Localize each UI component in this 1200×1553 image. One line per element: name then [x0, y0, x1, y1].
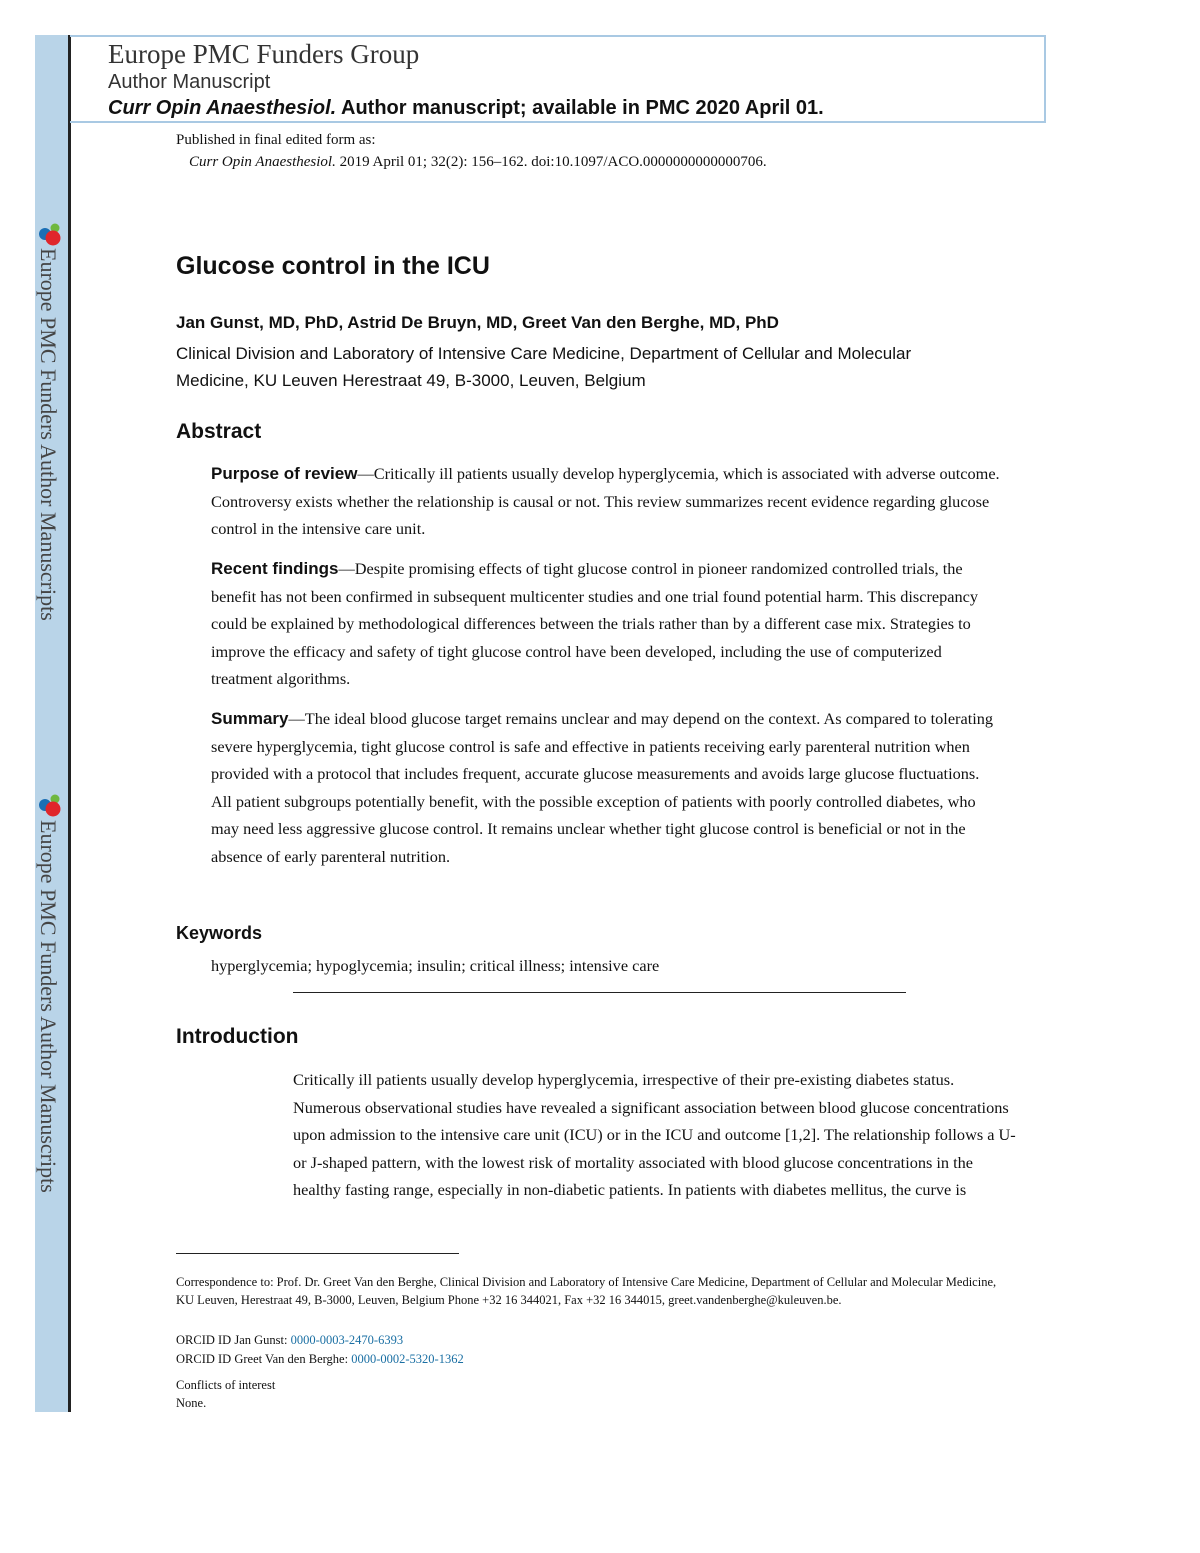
- europe-pmc-logo-icon: [38, 222, 64, 248]
- conflicts-heading: Conflicts of interest: [176, 1378, 276, 1392]
- summary-text: —The ideal blood glucose target remains unclear and may depend on the context. As compared to tolerating severe hyperglycemia, tight glucose control is safe and effective in patients receiving early parenteral nutrition when provided with a protocol that includes frequent, accurate glucose measurements and avoids large glucose fluctuations. All patient subgroups potentially benefit, with the possible exception of patients with poorly controlled diabetes, who may need less aggressive glucose control. It remains unclear whether tight glucose control is beneficial or not in the absence of early parenteral nutrition.: [211, 709, 994, 866]
- introduction-paragraph: Critically ill patients usually develop hyperglycemia, irrespective of their pre-existing diabetes status. Numerous observational studies have revealed a significant association between blood glucose concentrations upon admission to the intensive care unit (ICU) or in the ICU and outcome [1,2]. The relationship follows a U- or J-shaped pattern, with the lowest risk of mortality associated with blood glucose concentrations in the healthy fasting range, especially in non-diabetic patients. In patients with diabetes mellitus, the curve is: [293, 1070, 1016, 1200]
- europe-pmc-logo-icon: [38, 793, 64, 819]
- section-divider: [293, 992, 906, 993]
- footnote-divider: [176, 1253, 459, 1254]
- orcid-gunst-link[interactable]: 0000-0003-2470-6393: [290, 1333, 404, 1347]
- abstract-purpose: [211, 460, 1001, 543]
- introduction-heading: Introduction: [176, 1025, 299, 1048]
- availability-text: Author manuscript; available in PMC 2020 April 01.: [336, 97, 824, 119]
- orcid-gunst-label: ORCID ID Jan Gunst:: [176, 1333, 291, 1347]
- correspondence-note: Correspondence to: Prof. Dr. Greet Van den Berghe, Clinical Division and Laboratory of Intensive Care Medicine, Department of Cellular and Molecular Medicine, KU Leuven, Herestraat 49, B-3000, Leuven, Belgium Phone +32 16 344021, Fax +32 16 344015, greet.vandenberghe@kuleuven.be.: [176, 1275, 997, 1307]
- keywords-list: hyperglycemia; hypoglycemia; insulin; critical illness; intensive care: [211, 956, 660, 975]
- author-manuscript-label: Author Manuscript: [108, 71, 271, 93]
- sidebar-label: Europe PMC Funders Author Manuscripts: [36, 820, 61, 1193]
- orcid-vandenberghe: [176, 1350, 1016, 1368]
- journal-name: Curr Opin Anaesthesiol.: [108, 97, 337, 119]
- abstract-findings: [211, 555, 1001, 693]
- author-affiliation: Clinical Division and Laboratory of Intensive Care Medicine, Department of Cellular and Molecular Medicine, KU Leuven Herestraat 49, B-3000, Leuven, Belgium: [176, 344, 912, 390]
- orcid-gunst: [176, 1331, 1016, 1349]
- conflicts-text: None.: [176, 1396, 207, 1410]
- sidebar-label: Europe PMC Funders Author Manuscripts: [36, 248, 61, 621]
- availability-line: [108, 97, 824, 120]
- funders-group-title: Europe PMC Funders Group: [108, 39, 420, 69]
- findings-label: Recent findings: [211, 559, 339, 578]
- abstract-heading: Abstract: [176, 420, 262, 443]
- orcid-vandenberghe-link[interactable]: 0000-0002-5320-1362: [351, 1352, 464, 1366]
- author-list: Jan Gunst, MD, PhD, Astrid De Bruyn, MD, Greet Van den Berghe, MD, PhD: [176, 313, 779, 332]
- purpose-text: —Critically ill patients usually develop hyperglycemia, which is associated with adverse outcome. Controversy exists whether the relationship is causal or not. This review summarizes recent evidence regarding glucose control in the intensive care unit.: [211, 464, 1000, 539]
- purpose-label: Purpose of review: [211, 464, 358, 483]
- citation-line: [189, 154, 767, 171]
- keywords-heading: Keywords: [176, 923, 263, 943]
- findings-text: —Despite promising effects of tight glucose control in pioneer randomized controlled trials, the benefit has not been confirmed in subsequent multicenter studies and one trial found potential harm. This discrepancy could be explained by methodological differences between the trials rather than by a different case mix. Strategies to improve the efficacy and safety of tight glucose control have been developed, including the use of computerized treatment algorithms.: [211, 559, 978, 689]
- summary-label: Summary: [211, 709, 289, 728]
- citation-details: 2019 April 01; 32(2): 156–162. doi:10.1097/ACO.0000000000000706.: [335, 154, 767, 170]
- sidebar-rule: [68, 35, 71, 1412]
- article-title: Glucose control in the ICU: [176, 252, 490, 280]
- manuscript-header: [70, 35, 1046, 123]
- orcid-vandenberghe-label: ORCID ID Greet Van den Berghe:: [176, 1352, 352, 1366]
- abstract-summary: [211, 705, 1001, 871]
- citation-journal: Curr Opin Anaesthesiol.: [189, 154, 336, 170]
- published-note: Published in final edited form as:: [176, 132, 376, 148]
